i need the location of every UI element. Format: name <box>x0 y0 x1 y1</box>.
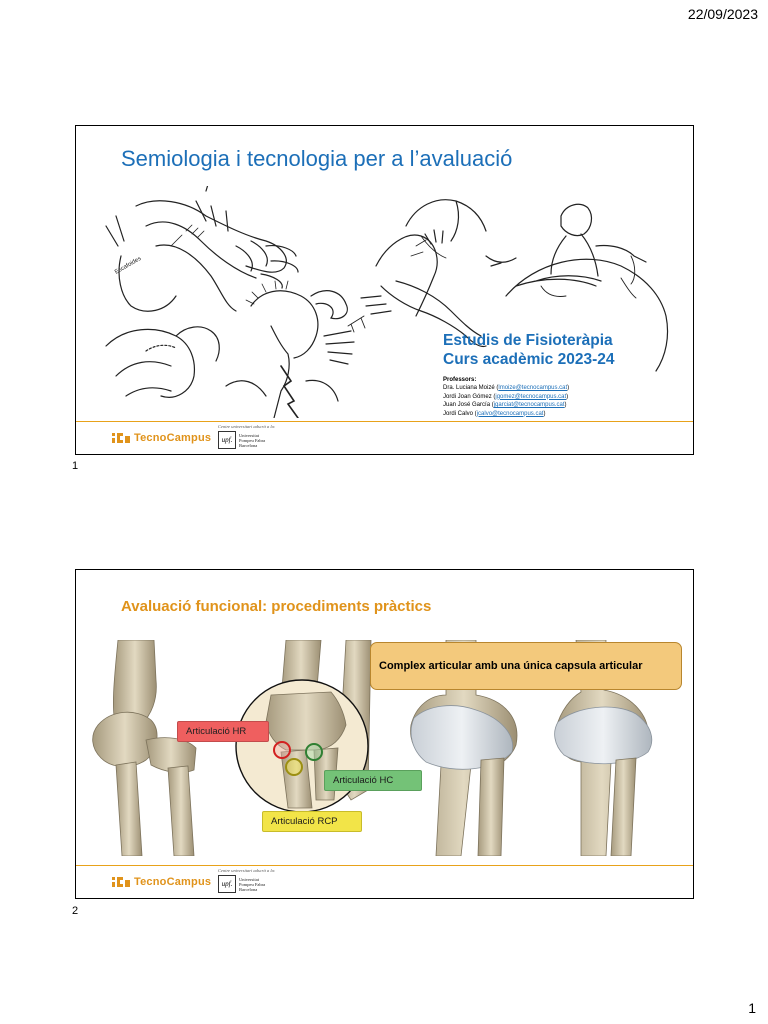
clinical-examination-sketches <box>76 186 693 418</box>
professor-entry: Jordi Calvo (jcalvo@tecnocampus.cat) <box>443 410 546 417</box>
label-articulation-hc: Articulació HC <box>324 770 422 791</box>
tecnocampus-logo <box>112 876 211 888</box>
professor-email[interactable]: jgarciat@tecnocampus.cat <box>493 402 565 408</box>
upf-caption: Centre universitari adscrit a la: <box>218 868 276 873</box>
date-header: 22/09/2023 <box>687 6 758 22</box>
slide-2 <box>75 569 694 899</box>
upf-name-line-1: Universitat <box>239 876 259 882</box>
professors-list <box>443 384 569 418</box>
professors-heading: Professors: <box>443 377 477 383</box>
professor-name: Jordi Joan Gómez <box>443 393 492 400</box>
slide-1 <box>75 125 694 455</box>
upf-caption: Centre universitari adscrit a la: <box>218 424 276 429</box>
slide-2-number: 2 <box>72 905 79 917</box>
professor-email[interactable]: jgomez@tecnocampus.cat <box>495 393 567 400</box>
studies-line-1: Estudis de Fisioteràpia <box>443 332 613 349</box>
upf-name-line-2: Pompeu Fabra <box>239 881 266 887</box>
page-number: 1 <box>748 1000 756 1016</box>
studies-heading <box>443 331 614 369</box>
upf-logo: upf. <box>218 875 236 893</box>
upf-affiliation <box>218 424 275 449</box>
label-articulation-rcp: Articulació RCP <box>262 811 362 832</box>
professor-entry: Juan José García (jgarciat@tecnocampus.cat) <box>443 402 567 408</box>
tecnocampus-mark-icon <box>112 432 130 444</box>
tecnocampus-wordmark: TecnoCampus <box>134 432 212 444</box>
svg-text:Escafoides: Escafoides <box>114 255 143 276</box>
professor-name: Jordi Calvo <box>443 410 474 417</box>
professor-name: Juan José García <box>443 402 491 408</box>
upf-name-line-3: Barcelona <box>239 886 258 892</box>
upf-name-line-2: Pompeu Fabra <box>239 437 266 443</box>
professor-email[interactable]: lmoize@tecnocampus.cat <box>498 385 568 391</box>
tecnocampus-logo <box>112 432 211 444</box>
professor-entry: Jordi Joan Gómez (jgomez@tecnocampus.cat) <box>443 393 569 400</box>
slide-footer <box>76 866 693 898</box>
slide-footer <box>76 422 693 454</box>
slide-1-number: 1 <box>72 460 79 472</box>
upf-affiliation <box>218 868 275 893</box>
professor-name: Dra. Luciana Moizé <box>443 385 495 391</box>
capsule-callout: Complex articular amb una única capsula articular <box>370 642 682 690</box>
slide-2-title: Avaluació funcional: procediments pràctics <box>121 598 432 615</box>
upf-name-line-1: Universitat <box>239 432 259 438</box>
studies-line-2: Curs acadèmic 2023-24 <box>443 351 615 368</box>
upf-name-line-3: Barcelona <box>239 442 258 448</box>
tecnocampus-mark-icon <box>112 876 130 888</box>
label-articulation-hr: Articulació HR <box>177 721 269 742</box>
tecnocampus-wordmark: TecnoCampus <box>134 876 212 888</box>
professor-entry: Dra. Luciana Moizé (lmoize@tecnocampus.cat) <box>443 385 570 391</box>
slide-1-title: Semiologia i tecnologia per a l’avaluació <box>121 146 513 171</box>
upf-name <box>239 877 265 892</box>
upf-logo: upf. <box>218 431 236 449</box>
upf-name <box>239 433 265 448</box>
professor-email[interactable]: jcalvo@tecnocampus.cat <box>476 410 544 417</box>
